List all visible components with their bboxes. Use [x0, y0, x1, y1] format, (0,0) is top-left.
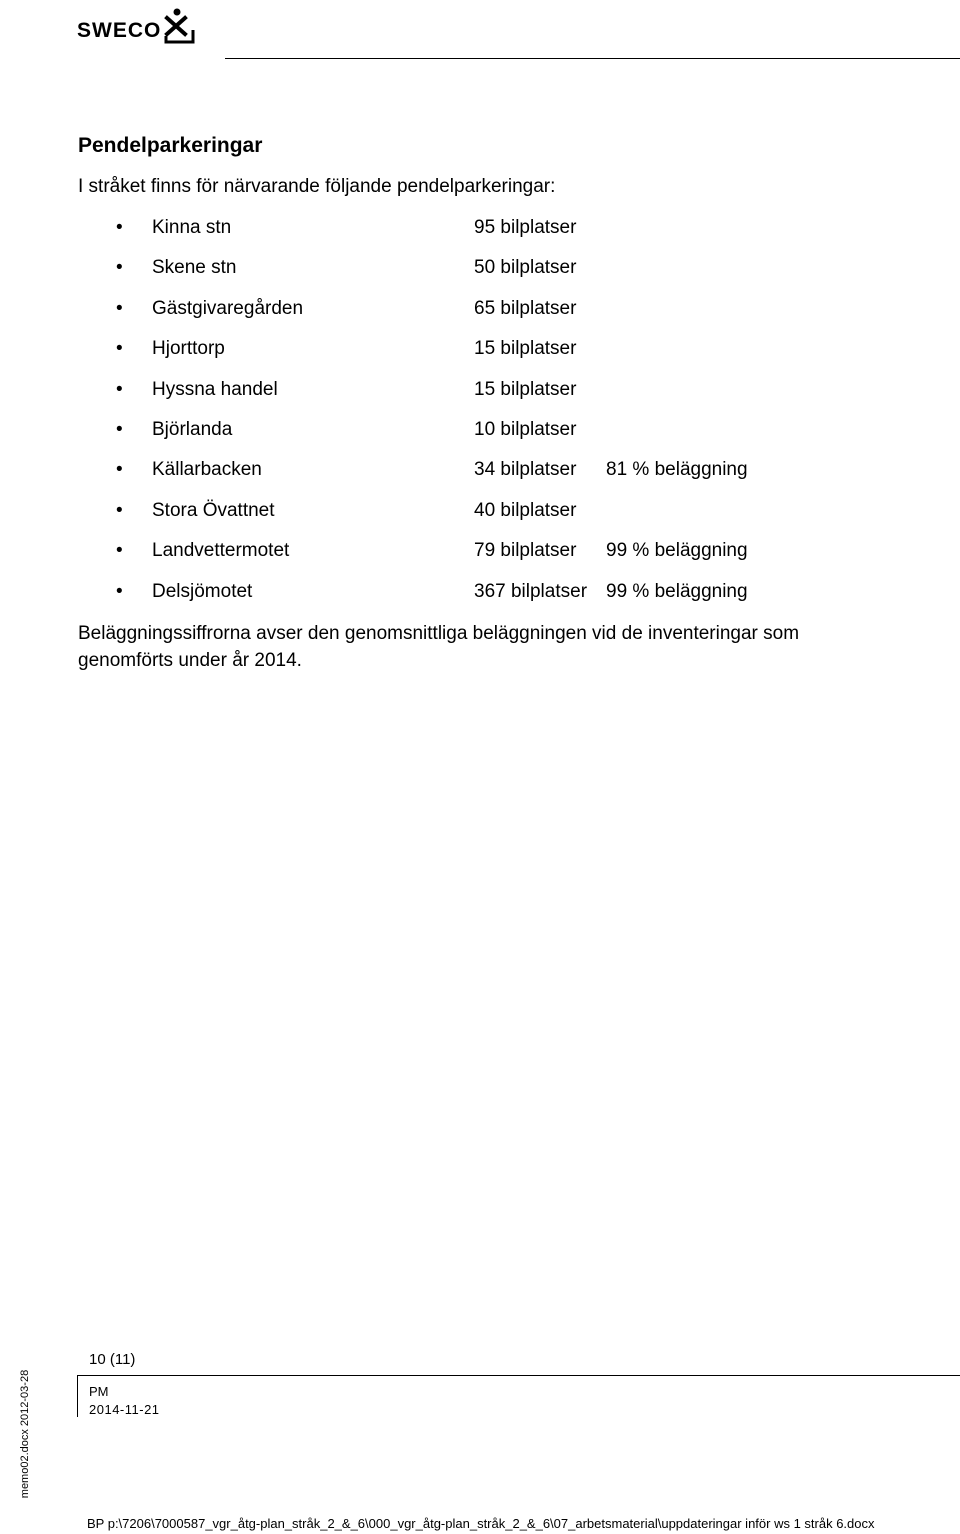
footer-divider-vertical	[77, 1375, 78, 1417]
template-id: memo02.docx 2012-03-28	[19, 1369, 31, 1499]
file-path: BP p:\7206\7000587_vgr_åtg-plan_stråk_2_&_6\000_vgr_åtg-plan_stråk_2_&_6\07_arbetsmaterial\uppdateringar inför ws 1 stråk 6.docx	[87, 1516, 875, 1531]
bullet-icon: •	[116, 378, 123, 400]
bullet-icon: •	[116, 217, 123, 238]
parking-spaces: 34 bilplatser	[474, 459, 577, 481]
parking-name: Björlanda	[152, 418, 233, 440]
occupancy-note: Beläggningssiffrorna avser den genomsnittliga beläggningen vid de inventeringar som genomförts under år 2014.	[78, 623, 800, 671]
bullet-icon: •	[116, 499, 123, 521]
parking-spaces: 40 bilplatser	[474, 499, 577, 521]
parking-spaces: 95 bilplatser	[474, 217, 577, 238]
sweco-logo	[77, 4, 197, 44]
bullet-icon: •	[116, 459, 123, 481]
bullet-icon: •	[116, 297, 123, 319]
parking-name: Kinna stn	[152, 217, 232, 238]
bullet-icon: •	[116, 580, 123, 602]
intro-text: I stråket finns för närvarande följande pendelparkeringar:	[78, 176, 556, 197]
parking-spaces: 10 bilplatser	[474, 418, 577, 440]
parking-occupancy: 99 % beläggning	[606, 580, 748, 602]
footer-divider-horizontal	[77, 1375, 960, 1376]
section-heading: Pendelparkeringar	[78, 134, 263, 157]
parking-spaces: 15 bilplatser	[474, 378, 577, 400]
parking-name: Stora Övattnet	[152, 499, 275, 521]
parking-spaces: 50 bilplatser	[474, 257, 577, 279]
parking-occupancy: 99 % beläggning	[606, 540, 748, 562]
parking-spaces: 79 bilplatser	[474, 540, 577, 562]
document-type: PM	[89, 1384, 109, 1399]
document-date: 2014-11-21	[89, 1402, 160, 1417]
parking-occupancy: 81 % beläggning	[606, 459, 748, 481]
parking-spaces: 367 bilplatser	[474, 580, 588, 602]
bullet-icon: •	[116, 338, 123, 360]
parking-name: Gästgivaregården	[152, 297, 304, 319]
parking-name: Delsjömotet	[152, 580, 253, 602]
parking-spaces: 15 bilplatser	[474, 338, 577, 360]
parking-name: Hyssna handel	[152, 378, 278, 400]
bullet-icon: •	[116, 418, 123, 440]
parking-spaces: 65 bilplatser	[474, 297, 577, 319]
parking-name: Hjorttorp	[152, 338, 225, 360]
bullet-icon: •	[116, 540, 123, 562]
sweco-figure-icon	[163, 8, 197, 44]
page-number: 10 (11)	[89, 1351, 136, 1368]
parking-name: Landvettermotet	[152, 540, 290, 562]
logo-text: SWECO	[77, 19, 162, 42]
parking-name: Källarbacken	[152, 459, 262, 481]
parking-name: Skene stn	[152, 257, 237, 279]
header-divider	[225, 58, 960, 59]
bullet-icon: •	[116, 257, 123, 279]
